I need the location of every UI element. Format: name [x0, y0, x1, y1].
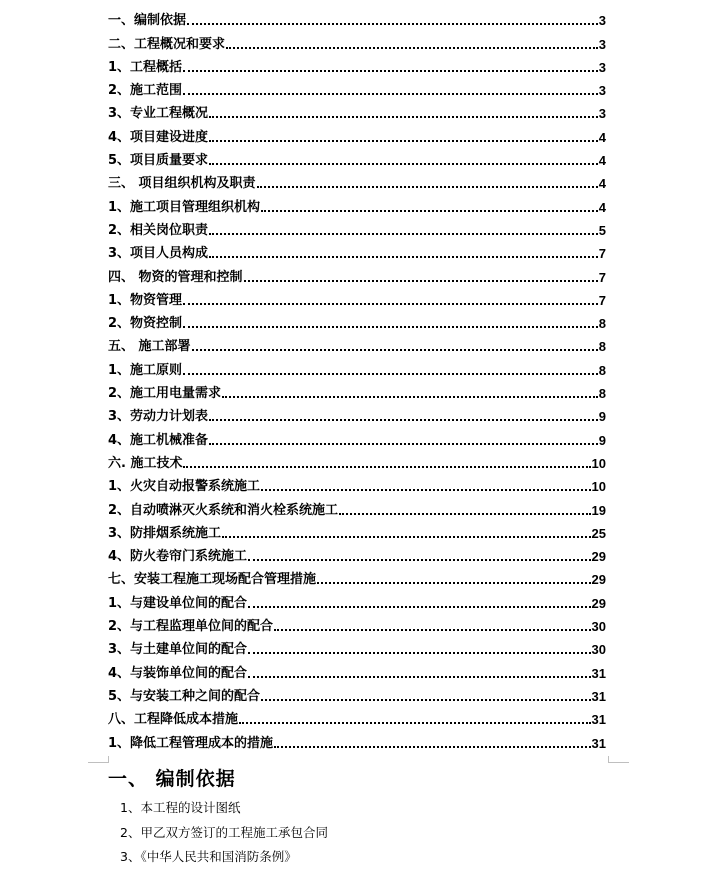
toc-leader-dots: [317, 582, 591, 584]
toc-entry[interactable]: [108, 471, 606, 494]
toc-entry-page-number: 31: [591, 712, 606, 728]
toc-entry[interactable]: [108, 541, 606, 564]
margin-corner-mark-right: [608, 756, 629, 763]
toc-entry[interactable]: [108, 145, 606, 168]
toc-entry[interactable]: [108, 681, 606, 704]
toc-entry-title: 1、物资管理: [108, 292, 183, 308]
toc-leader-dots: [183, 466, 590, 468]
toc-leader-dots: [183, 93, 598, 95]
toc-entry-page-number: 25: [591, 525, 606, 541]
toc-entry[interactable]: [108, 98, 606, 121]
toc-entry[interactable]: [108, 168, 606, 191]
toc-entry-page-number: 7: [598, 269, 606, 285]
toc-entry-title: 四、 物资的管理和控制: [108, 269, 243, 285]
toc-entry-title: 七、安装工程施工现场配合管理措施: [108, 572, 317, 588]
toc-entry[interactable]: [108, 215, 606, 238]
toc-entry[interactable]: [108, 238, 606, 261]
toc-entry[interactable]: [108, 121, 606, 144]
section-item: 1、本工程的设计图纸: [120, 800, 241, 815]
toc-entry[interactable]: [108, 727, 606, 750]
toc-entry-page-number: 29: [591, 595, 606, 611]
toc-entry-title: 5、与安装工种之间的配合: [108, 688, 261, 704]
toc-leader-dots: [244, 280, 598, 282]
toc-leader-dots: [209, 233, 598, 235]
toc-entry[interactable]: [108, 378, 606, 401]
toc-leader-dots: [248, 676, 590, 678]
toc-entry-page-number: 7: [598, 246, 606, 262]
toc-entry-title: 4、施工机械准备: [108, 432, 209, 448]
toc-leader-dots: [183, 326, 598, 328]
toc-leader-dots: [248, 652, 590, 654]
toc-entry-title: 2、与工程监理单位间的配合: [108, 619, 274, 635]
section-heading: 一、 编制依据: [108, 768, 236, 790]
toc-entry-title: 2、自动喷淋灭火系统和消火栓系统施工: [108, 502, 339, 518]
toc-leader-dots: [183, 70, 598, 72]
toc-entry[interactable]: [108, 191, 606, 214]
toc-leader-dots: [274, 629, 590, 631]
toc-entry-page-number: 4: [598, 153, 606, 169]
toc-entry-title: 3、劳动力计划表: [108, 409, 209, 425]
toc-leader-dots: [222, 396, 598, 398]
toc-entry-title: 1、工程概括: [108, 59, 183, 75]
toc-entry[interactable]: [108, 261, 606, 284]
toc-entry-title: 3、防排烟系统施工: [108, 525, 222, 541]
toc-entry[interactable]: [108, 424, 606, 447]
toc-entry-title: 3、项目人员构成: [108, 246, 209, 262]
toc-leader-dots: [261, 699, 590, 701]
toc-entry-title: 2、相关岗位职责: [108, 222, 209, 238]
toc-entry-title: 一、编制依据: [108, 13, 187, 29]
toc-entry-page-number: 31: [591, 665, 606, 681]
toc-entry[interactable]: [108, 634, 606, 657]
toc-entry-page-number: 31: [591, 688, 606, 704]
toc-leader-dots: [248, 606, 590, 608]
section-item: 3、《中华人民共和国消防条例》: [120, 849, 297, 864]
toc-entry-title: 1、施工原则: [108, 362, 183, 378]
toc-entry-title: 2、物资控制: [108, 316, 183, 332]
toc-entry-page-number: 7: [598, 292, 606, 308]
toc-entry-title: 3、与土建单位间的配合: [108, 642, 248, 658]
toc-entry-title: 2、施工用电量需求: [108, 386, 222, 402]
toc-entry-page-number: 3: [598, 13, 606, 29]
table-of-contents: [108, 5, 606, 751]
toc-entry-page-number: 10: [591, 479, 606, 495]
toc-entry[interactable]: [108, 354, 606, 377]
toc-entry-title: 八、工程降低成本措施: [108, 712, 239, 728]
toc-entry-title: 5、项目质量要求: [108, 153, 209, 169]
toc-leader-dots: [248, 559, 590, 561]
toc-leader-dots: [222, 536, 590, 538]
toc-entry[interactable]: [108, 285, 606, 308]
toc-leader-dots: [209, 116, 598, 118]
section-item-list: [120, 799, 328, 873]
toc-entry-page-number: 3: [598, 59, 606, 75]
toc-entry-page-number: 3: [598, 106, 606, 122]
toc-entry[interactable]: [108, 401, 606, 424]
toc-leader-dots: [209, 256, 598, 258]
toc-leader-dots: [187, 23, 598, 25]
toc-entry-title: 4、项目建设进度: [108, 129, 209, 145]
toc-leader-dots: [226, 47, 598, 49]
toc-leader-dots: [209, 140, 598, 142]
toc-entry[interactable]: [108, 704, 606, 727]
toc-entry-page-number: 4: [598, 176, 606, 192]
toc-entry-title: 二、工程概况和要求: [108, 36, 226, 52]
toc-entry-page-number: 8: [598, 339, 606, 355]
toc-leader-dots: [209, 443, 598, 445]
toc-leader-dots: [239, 722, 591, 724]
toc-leader-dots: [261, 210, 598, 212]
toc-entry[interactable]: [108, 5, 606, 28]
toc-entry-title: 4、与装饰单位间的配合: [108, 665, 248, 681]
toc-entry[interactable]: [108, 28, 606, 51]
toc-entry-page-number: 4: [598, 129, 606, 145]
toc-entry[interactable]: [108, 611, 606, 634]
toc-entry-title: 1、火灾自动报警系统施工: [108, 479, 261, 495]
toc-entry-page-number: 30: [591, 619, 606, 635]
toc-entry[interactable]: [108, 518, 606, 541]
toc-entry-page-number: 8: [598, 386, 606, 402]
toc-entry-page-number: 3: [598, 36, 606, 52]
toc-entry[interactable]: [108, 564, 606, 587]
toc-leader-dots: [209, 163, 598, 165]
toc-leader-dots: [183, 373, 598, 375]
toc-entry-page-number: 29: [591, 572, 606, 588]
toc-entry-page-number: 29: [591, 549, 606, 565]
toc-entry-title: 三、 项目组织机构及职责: [108, 176, 256, 192]
toc-entry-page-number: 9: [598, 432, 606, 448]
toc-entry[interactable]: [108, 587, 606, 610]
toc-entry-title: 4、防火卷帘门系统施工: [108, 549, 248, 565]
toc-entry-title: 1、施工项目管理组织机构: [108, 199, 261, 215]
toc-entry[interactable]: [108, 52, 606, 75]
section-item: 2、甲乙双方签订的工程施工承包合同: [120, 824, 328, 840]
toc-entry-page-number: 19: [591, 502, 606, 518]
toc-entry-page-number: 5: [598, 222, 606, 238]
toc-entry[interactable]: [108, 448, 606, 471]
toc-entry-title: 1、降低工程管理成本的措施: [108, 735, 274, 751]
margin-corner-mark-left: [88, 756, 109, 763]
toc-entry-title: 3、专业工程概况: [108, 106, 209, 122]
toc-entry[interactable]: [108, 308, 606, 331]
toc-entry-page-number: 9: [598, 409, 606, 425]
toc-entry-page-number: 4: [598, 199, 606, 215]
toc-entry-title: 1、与建设单位间的配合: [108, 595, 248, 611]
toc-entry-page-number: 8: [598, 362, 606, 378]
toc-entry-page-number: 3: [598, 83, 606, 99]
toc-leader-dots: [339, 513, 590, 515]
toc-entry[interactable]: [108, 331, 606, 354]
toc-entry[interactable]: [108, 494, 606, 517]
toc-leader-dots: [274, 746, 590, 748]
toc-leader-dots: [209, 419, 598, 421]
toc-leader-dots: [261, 489, 590, 491]
toc-entry[interactable]: [108, 75, 606, 98]
toc-entry-title: 2、施工范围: [108, 83, 183, 99]
toc-entry-page-number: 8: [598, 316, 606, 332]
toc-entry-title: 六. 施工技术: [108, 455, 183, 471]
toc-entry-page-number: 31: [591, 735, 606, 751]
toc-entry[interactable]: [108, 657, 606, 680]
toc-leader-dots: [183, 303, 598, 305]
toc-leader-dots: [257, 186, 598, 188]
toc-entry-title: 五、 施工部署: [108, 339, 191, 355]
toc-leader-dots: [192, 349, 598, 351]
toc-entry-page-number: 30: [591, 642, 606, 658]
toc-entry-page-number: 10: [591, 455, 606, 471]
